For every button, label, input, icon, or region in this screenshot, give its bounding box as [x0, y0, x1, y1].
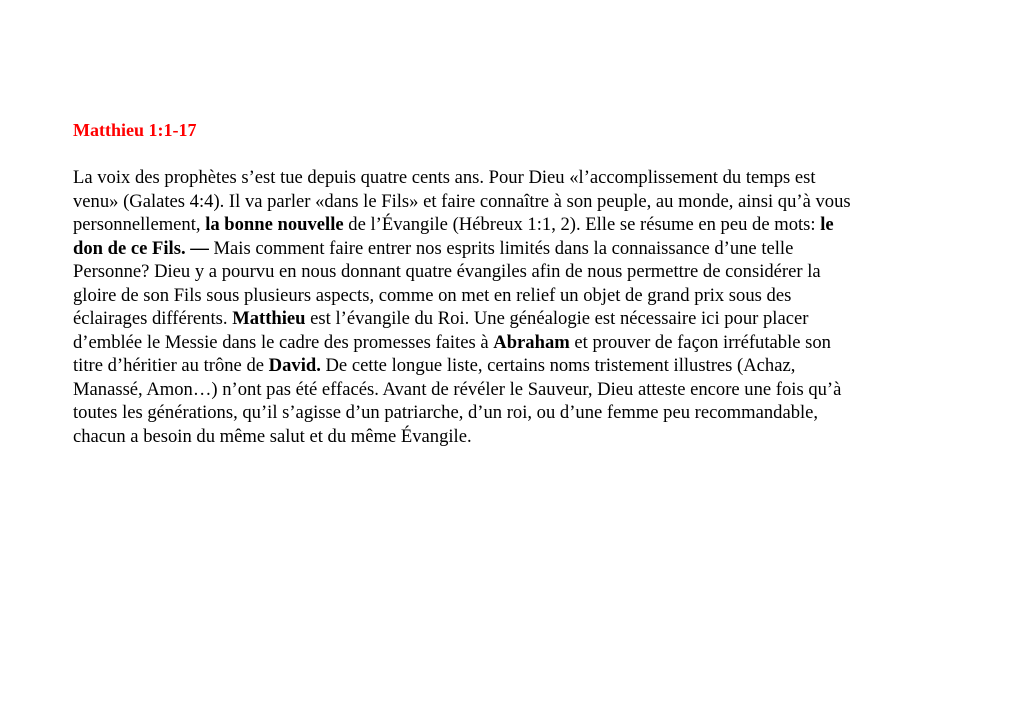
text-run: De cette longue liste, certains noms tristement illustres (Achaz,: [320, 355, 796, 376]
text-run: toutes les générations, qu’il s’agisse d’un patriarche, d’un roi, ou d’une femme peu recommandable,: [73, 402, 819, 423]
text-line: [73, 425, 953, 449]
text-run: Personne? Dieu y a pourvu en nous donnant quatre évangiles afin de nous permettre de considérer la: [73, 261, 821, 282]
body-paragraph: [73, 166, 953, 448]
text-line: [73, 237, 953, 261]
text-line: [73, 260, 953, 284]
text-run: venu» (Galates 4:4). Il va parler «dans le Fils» et faire connaître à son peuple, au monde, ainsi qu’à vous: [73, 190, 851, 212]
text-line: [73, 401, 953, 425]
text-run: La voix des prophètes s’est tue depuis quatre cents ans. Pour Dieu «l’accomplissement du temps est: [73, 167, 816, 188]
bold-text-run: le: [820, 214, 834, 235]
text-run: est l’évangile du Roi. Une généalogie est nécessaire ici pour placer: [305, 308, 809, 329]
text-line: [73, 166, 953, 190]
passage-reference-heading: Matthieu 1:1-17: [73, 120, 197, 140]
text-run: d’emblée le Messie dans le cadre des promesses faites à: [73, 331, 494, 353]
text-run: Manassé, Amon…) n’ont pas été effacés. Avant de révéler le Sauveur, Dieu atteste encore une fois qu’à: [73, 378, 842, 400]
bold-text-run: la bonne nouvelle: [205, 214, 344, 235]
document-page: [73, 118, 953, 448]
text-line: [73, 307, 953, 331]
text-run: titre d’héritier au trône de: [73, 355, 269, 376]
text-line: [73, 331, 953, 355]
text-line: [73, 213, 953, 237]
text-line: [73, 190, 953, 214]
text-run: et prouver de façon irréfutable son: [569, 331, 831, 353]
text-line: [73, 284, 953, 308]
text-run: éclairages différents.: [73, 308, 233, 329]
bold-text-run: Matthieu: [232, 308, 306, 329]
text-run: chacun a besoin du même salut et du même Évangile.: [73, 425, 472, 447]
bold-text-run: don de ce Fils. —: [73, 237, 209, 259]
bold-text-run: David.: [268, 355, 321, 376]
text-run: personnellement,: [73, 214, 206, 235]
text-line: [73, 378, 953, 402]
text-line: [73, 354, 953, 378]
bold-text-run: Abraham: [493, 331, 570, 353]
text-run: Mais comment faire entrer nos esprits limités dans la connaissance d’une telle: [208, 237, 794, 259]
text-run: gloire de son Fils sous plusieurs aspects, comme on met en relief un objet de grand prix sous des: [73, 284, 792, 306]
text-run: de l’Évangile (Hébreux 1:1, 2). Elle se résume en peu de mots:: [343, 214, 821, 235]
